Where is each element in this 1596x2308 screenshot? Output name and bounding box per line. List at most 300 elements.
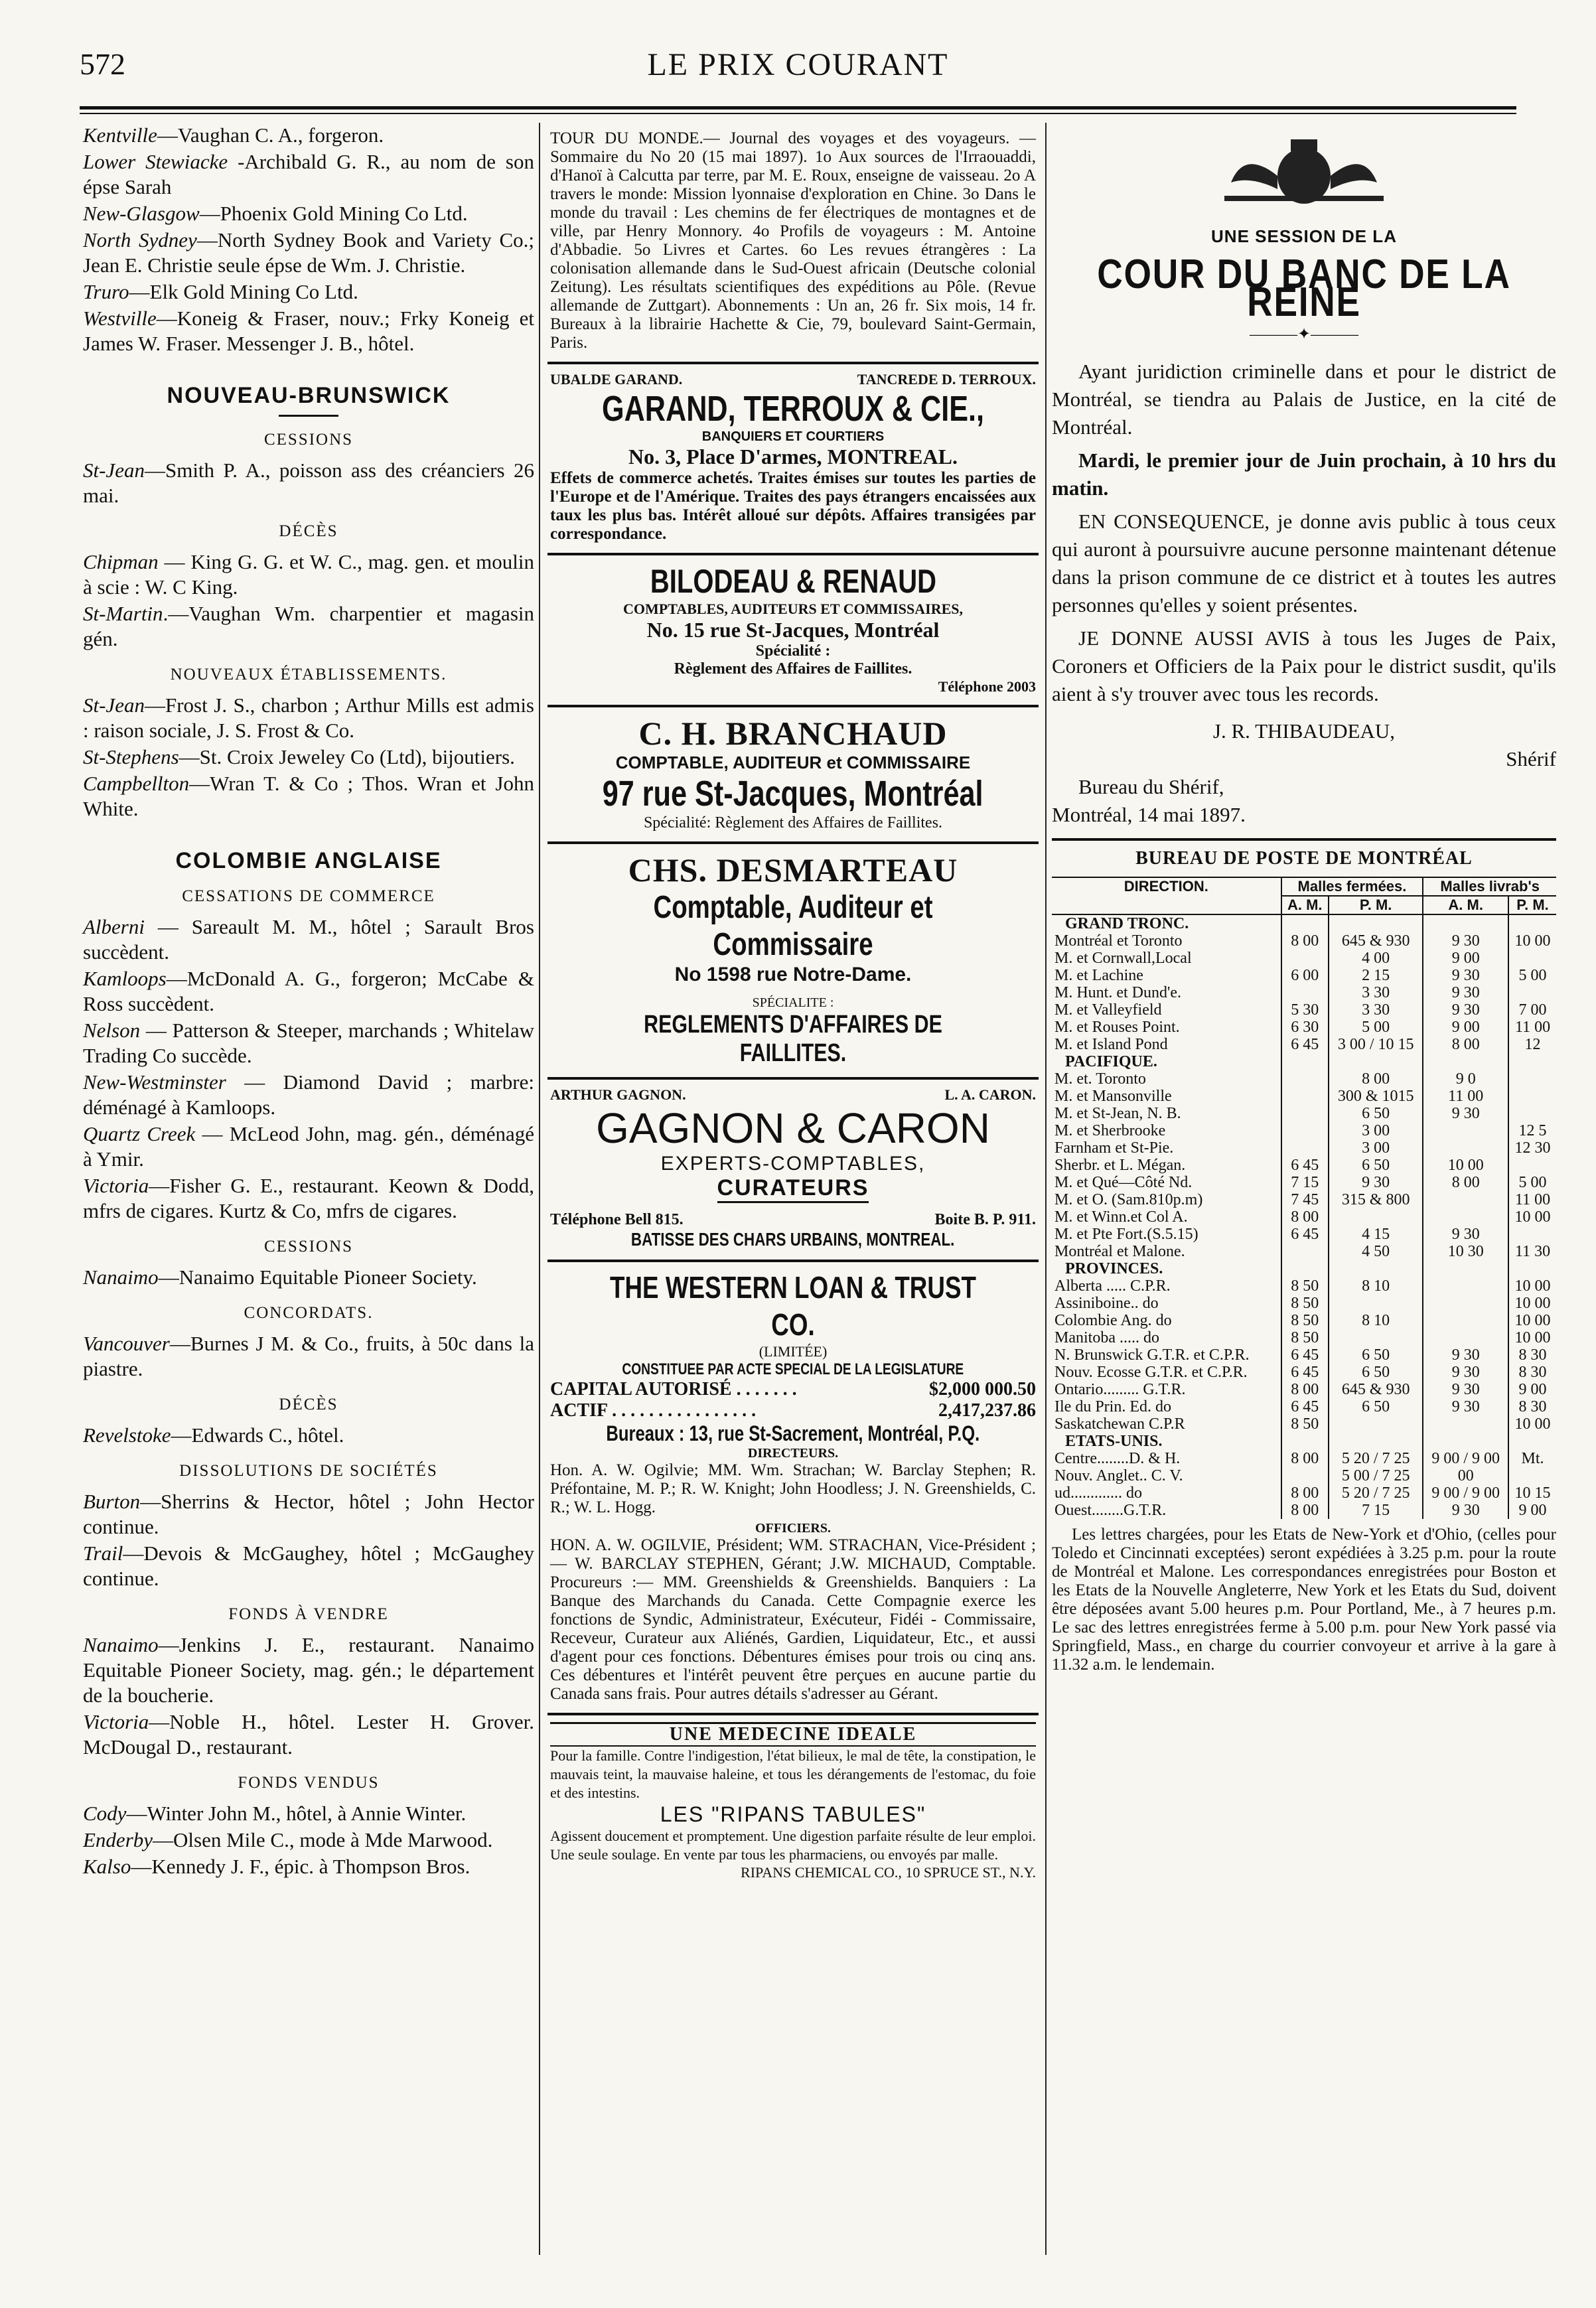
- list-item: [83, 1070, 534, 1120]
- list-item: [83, 1709, 534, 1760]
- list-item: [83, 1541, 534, 1591]
- ad-address: No. 15 rue St-Jacques, Montréal: [646, 618, 940, 642]
- royal-arms-emblem: [1218, 129, 1390, 209]
- list-item: [83, 306, 534, 356]
- table-row: [1052, 1226, 1556, 1243]
- table-cell-direction: Montréal et Toronto: [1052, 932, 1281, 950]
- table-cell: 7 45: [1281, 1191, 1329, 1208]
- place-name: Kalso: [83, 1855, 131, 1878]
- subhead: FONDS VENDUS: [238, 1774, 380, 1792]
- table-cell-direction: M. et Sherbrooke: [1052, 1122, 1281, 1139]
- list-item: [83, 601, 534, 652]
- table-cell: 8 00: [1281, 1208, 1329, 1226]
- entry-text: —Phoenix Gold Mining Co Ltd.: [199, 202, 468, 225]
- table-cell-direction: Alberta ..... C.P.R.: [1052, 1277, 1281, 1295]
- table-cell: 7 00: [1518, 1001, 1547, 1019]
- entry-text: —Fisher G. E., restaurant. Keown & Dodd, mfrs de cigares. Kurtz & Co, mfrs de cigares.: [83, 1174, 534, 1222]
- table-row: [1052, 1329, 1556, 1346]
- table-cell: 9 30: [1329, 1174, 1423, 1191]
- table-group-label: PROVINCES.: [1052, 1260, 1281, 1277]
- entry-text: —Burnes J M. & Co., fruits, à 50c dans la piastre.: [83, 1332, 534, 1380]
- table-row: [1052, 1295, 1556, 1312]
- table-cell: [1281, 1070, 1329, 1088]
- table-cell-direction: M. et Valleyfield: [1052, 1001, 1281, 1019]
- ad-title: GAGNON & CARON: [596, 1104, 990, 1152]
- list-item: [83, 1854, 534, 1879]
- ad-company: RIPANS CHEMICAL CO., 10 SPRUCE ST., N.Y.: [741, 1864, 1036, 1881]
- ad-specialty-detail: REGLEMENTS D'AFFAIRES DE FAILLITES.: [644, 1011, 942, 1067]
- place-name: New-Westminster: [83, 1070, 226, 1094]
- table-row: [1052, 1157, 1556, 1174]
- table-cell: [1329, 1329, 1423, 1346]
- table-cell: [1281, 1139, 1329, 1157]
- table-cell: 7 15: [1281, 1174, 1329, 1191]
- entry-list: [83, 914, 534, 1224]
- table-cell: [1423, 1053, 1508, 1070]
- table-row: [1052, 1243, 1556, 1260]
- table-row: [1052, 1260, 1556, 1277]
- table-cell: 8 00: [1281, 1502, 1329, 1519]
- signature-date: Montréal, 14 mai 1897.: [1052, 803, 1246, 826]
- list-item: [83, 1801, 534, 1826]
- table-cell: [1329, 1295, 1423, 1312]
- entry-text: —Edwards C., hôtel.: [171, 1423, 344, 1447]
- table-cell: Mt.: [1521, 1450, 1544, 1467]
- page-header: [40, 46, 1556, 93]
- table-cell: [1508, 914, 1556, 932]
- list-item: [83, 1489, 534, 1540]
- table-cell: 3 30: [1329, 1001, 1423, 1019]
- table-cell: 645 & 930: [1329, 1381, 1423, 1398]
- table-cell: 12: [1524, 1036, 1541, 1053]
- table-cell: [1508, 1157, 1556, 1174]
- table-cell: 6 50: [1329, 1364, 1423, 1381]
- entry-list: [83, 1423, 534, 1448]
- column-middle: [547, 123, 1039, 1891]
- table-cell: 11 00: [1514, 1191, 1551, 1208]
- table-cell-direction: Saskatchewan C.P.R: [1052, 1415, 1281, 1433]
- table-cell-direction: M. et O. (Sam.810p.m): [1052, 1191, 1281, 1208]
- column-right: [1052, 123, 1556, 1674]
- table-cell: 6 30: [1281, 1019, 1329, 1036]
- ad-address: 97 rue St-Jacques, Montréal: [603, 774, 983, 814]
- table-cell: 8 30: [1518, 1398, 1547, 1415]
- table-cell: [1508, 1088, 1556, 1105]
- subhead: FONDS À VENDRE: [228, 1605, 389, 1623]
- signature-name: J. R. THIBAUDEAU,: [1212, 719, 1396, 743]
- entry-text: —Winter John M., hôtel, à Annie Winter.: [126, 1802, 467, 1825]
- col-header-direction: DIRECTION.: [1052, 878, 1281, 914]
- entry-list: [83, 1632, 534, 1760]
- place-name: Nanaimo: [83, 1633, 159, 1656]
- subhead: CESSIONS: [263, 431, 354, 449]
- table-cell: 9 30: [1423, 967, 1508, 984]
- table-cell: [1329, 1260, 1423, 1277]
- subhead: DISSOLUTIONS DE SOCIÉTÉS: [179, 1462, 438, 1480]
- table-row: [1052, 1277, 1556, 1295]
- table-cell: 11 00: [1514, 1019, 1551, 1036]
- partner-name: L. A. CARON.: [944, 1086, 1036, 1103]
- table-cell: 6 45: [1281, 1398, 1329, 1415]
- table-cell: 9 00: [1518, 1381, 1547, 1398]
- table-cell: [1508, 1260, 1556, 1277]
- entry-text: —Wran T. & Co ; Thos. Wran et John White.: [83, 772, 534, 820]
- ad-officers: HON. A. W. OGILVIE, Président; WM. STRACHAN, Vice-Président ; — W. BARCLAY STEPHEN, Gérant; J.W. MICHAUD, Comptable. Procureurs :— MM. Greenshields & Greenshields. Banquiers : La Banque des Marchands du Canada. Cette Compagnie exerce les fonctions de Syndic, Administrateur, Exécuteur, Fidéi - Commissaire, Receveur, Curateur aux Aliénés, Gardien, Liquidateur, Etc., et aussi d'agent pour ces fonctions. Débentures émises pour trois ou cinq ans. Ces débentures et l'intérêt peuvent être perçues en aucune partie du Canada sans frais. Pour autres détails s'adresser au Gérant.: [550, 1536, 1036, 1703]
- ad-limited: (LIMITÉE): [759, 1343, 828, 1360]
- list-item: [83, 1265, 534, 1290]
- col-header-am: A. M.: [1423, 896, 1508, 914]
- ad-phone: Téléphone 2003: [938, 678, 1036, 695]
- table-row: [1052, 932, 1556, 950]
- table-cell: [1281, 950, 1329, 967]
- place-name: Nanaimo: [83, 1265, 159, 1289]
- table-cell: [1423, 1295, 1508, 1312]
- table-cell: 10 00: [1514, 1312, 1551, 1329]
- signature-office: Bureau du Shérif,: [1078, 775, 1224, 798]
- table-cell: 9 30: [1423, 1226, 1508, 1243]
- ad-title: UNE MEDECINE IDEALE: [550, 1722, 1036, 1747]
- table-cell: 8 10: [1329, 1277, 1423, 1295]
- table-cell: 8 30: [1518, 1346, 1547, 1364]
- table-cell: [1508, 950, 1556, 967]
- signature-title: Shérif: [1506, 747, 1556, 770]
- place-name: Kamloops: [83, 967, 167, 990]
- partner-name: TANCREDE D. TERROUX.: [857, 371, 1036, 388]
- header-rule-thin: [80, 113, 1516, 114]
- table-row: [1052, 1036, 1556, 1053]
- place-name: Burton: [83, 1490, 141, 1513]
- ad-subtitle-2: CURATEURS: [717, 1175, 869, 1203]
- table-cell: [1508, 1070, 1556, 1088]
- header-rule: [80, 106, 1516, 109]
- table-cell: [1508, 1053, 1556, 1070]
- table-cell: 8 00: [1281, 1484, 1329, 1502]
- table-row: [1052, 1053, 1556, 1070]
- table-cell-direction: Montréal et Malone.: [1052, 1243, 1281, 1260]
- table-cell: 10 00: [1423, 1157, 1508, 1174]
- table-cell: [1423, 1329, 1508, 1346]
- assets-value: 2,417,237.86: [938, 1400, 1036, 1421]
- table-row: [1052, 1381, 1556, 1398]
- table-cell: 9 00: [1423, 1019, 1508, 1036]
- place-name: Kentville: [83, 123, 157, 147]
- table-cell: 8 00: [1281, 1450, 1329, 1467]
- place-name: St-Jean: [83, 693, 145, 717]
- post-office-note: Les lettres chargées, pour les Etats de New-York et d'Ohio, (celles pour Toledo et Cincinnati exceptées) seront expédiées à 3.25 p.m. pour la route de Montréal et Malone. Les correspondances enregistrées pour Boston et les Etats de la Nouvelle Angleterre, New York et les Etats du Sud, doivent être déposées avant 5.00 heures p.m. Pour Portland, Me., à 7 heures p.m. Le sac des lettres enregistrées ferme à 5.00 p.m. pour New York passé via Springfield, Mass., en charge du courrier convoyeur et arrive à la gare à 11.32 a.m. le lendemain.: [1052, 1526, 1556, 1674]
- section-title-nb: NOUVEAU-BRUNSWICK: [167, 383, 451, 408]
- table-cell: 6 50: [1329, 1105, 1423, 1122]
- table-cell: [1329, 1053, 1423, 1070]
- table-cell: 315 & 800: [1329, 1191, 1423, 1208]
- table-cell-direction: M. et Pte Fort.(S.5.15): [1052, 1226, 1281, 1243]
- entry-text: — Sareault M. M., hôtel ; Sarault Bros succèdent.: [83, 915, 534, 964]
- table-cell: 5 00: [1329, 1019, 1423, 1036]
- table-row: [1052, 1122, 1556, 1139]
- place-name: Alberni: [83, 915, 145, 938]
- ad-specialty: Spécialité: Règlement des Affaires de Faillites.: [643, 814, 943, 831]
- table-row: [1052, 1070, 1556, 1088]
- table-cell: 5 20 / 7 25: [1329, 1484, 1423, 1502]
- capital-label: CAPITAL AUTORISÉ . . . . . . .: [550, 1379, 797, 1400]
- place-name: Westville: [83, 307, 157, 330]
- ad-subtitle: EXPERTS-COMPTABLES,: [660, 1153, 926, 1175]
- table-cell: 6 50: [1329, 1398, 1423, 1415]
- ad-subtitle: BANQUIERS ET COURTIERS: [701, 429, 885, 444]
- ad-subtitle: COMPTABLES, AUDITEURS ET COMMISSAIRES,: [622, 601, 963, 617]
- ad-body-2: Agissent doucement et promptement. Une digestion parfaite résulte de leur emploi. Une seule soulage. En vente par tous les pharmaciens, ou envoyés par malle.: [550, 1828, 1036, 1863]
- table-cell-direction: ud............. do: [1052, 1484, 1281, 1502]
- table-row: [1052, 1450, 1556, 1467]
- ad-product: LES "RIPANS TABULES": [660, 1802, 926, 1826]
- place-name: Enderby: [83, 1828, 153, 1851]
- table-cell-direction: M. et Island Pond: [1052, 1036, 1281, 1053]
- list-item: [83, 279, 534, 305]
- ad-specialty: SPÉCIALITE :: [752, 995, 834, 1010]
- table-cell: 8 50: [1281, 1312, 1329, 1329]
- entry-text: —Koneig & Fraser, nouv.; Frky Koneig et James W. Fraser. Messenger J. B., hôtel.: [83, 307, 534, 355]
- table-cell: 9 00 / 9 00: [1423, 1484, 1508, 1502]
- session-label: UNE SESSION DE LA: [1211, 226, 1397, 246]
- ad-ripans: [547, 1715, 1039, 1891]
- table-cell: 8 00: [1423, 1036, 1508, 1053]
- table-cell: 4 00: [1329, 950, 1423, 967]
- table-cell: 9 30: [1423, 1105, 1508, 1122]
- table-row: [1052, 1346, 1556, 1364]
- ad-gagnon-caron: [547, 1080, 1039, 1262]
- ornament-icon: ———✦———: [1249, 326, 1359, 343]
- table-cell: [1281, 1467, 1329, 1484]
- list-item: [83, 228, 534, 278]
- table-cell: [1281, 1433, 1329, 1450]
- post-office-table: [1052, 878, 1556, 1519]
- table-cell-direction: Nouv. Anglet.. C. V.: [1052, 1467, 1281, 1484]
- ad-title: C. H. BRANCHAUD: [638, 715, 948, 752]
- list-item: [83, 1121, 534, 1172]
- table-cell-direction: M. et St-Jean, N. B.: [1052, 1105, 1281, 1122]
- table-cell: [1281, 914, 1329, 932]
- ad-title: GARAND, TERROUX & CIE.,: [601, 389, 985, 429]
- table-cell: 10 00: [1514, 1277, 1551, 1295]
- ad-western-loan: [547, 1262, 1039, 1715]
- court-title: COUR DU BANC DE LA REINE: [1097, 252, 1511, 325]
- table-cell: 10 00: [1514, 1295, 1551, 1312]
- notice-paragraph: Ayant juridiction criminelle dans et pour le district de Montréal, se tiendra au Palais de Justice, en la cité de Montréal.: [1052, 360, 1556, 439]
- table-cell: [1329, 914, 1423, 932]
- place-name: Chipman: [83, 550, 159, 573]
- table-cell: 6 45: [1281, 1226, 1329, 1243]
- table-cell: 6 45: [1281, 1364, 1329, 1381]
- entry-text: —Olsen Mile C., mode à Mde Marwood.: [153, 1828, 493, 1851]
- list-item: [83, 458, 534, 508]
- entry-text: —Vaughan C. A., forgeron.: [157, 123, 384, 147]
- subhead: NOUVEAUX ÉTABLISSEMENTS.: [170, 666, 447, 684]
- table-cell-direction: Sherbr. et L. Mégan.: [1052, 1157, 1281, 1174]
- table-cell-direction: M. et Mansonville: [1052, 1088, 1281, 1105]
- entry-text: —Sherrins & Hector, hôtel ; John Hector continue.: [83, 1490, 534, 1538]
- table-cell: [1423, 1260, 1508, 1277]
- table-cell: 5 00 / 7 25: [1329, 1467, 1423, 1484]
- place-name: Cody: [83, 1802, 127, 1825]
- table-cell: 11 00: [1423, 1088, 1508, 1105]
- list-item: [83, 1018, 534, 1068]
- table-cell-direction: M. et Rouses Point.: [1052, 1019, 1281, 1036]
- table-cell: 3 30: [1329, 984, 1423, 1001]
- ad-specialty: Spécialité :: [755, 642, 831, 660]
- table-cell: [1423, 1312, 1508, 1329]
- table-row: [1052, 914, 1556, 932]
- table-cell: [1508, 984, 1556, 1001]
- table-cell: 6 45: [1281, 1346, 1329, 1364]
- table-cell: [1423, 1122, 1508, 1139]
- table-cell: 5 30: [1281, 1001, 1329, 1019]
- ad-box: Boite B. P. 911.: [934, 1211, 1036, 1228]
- place-name: Truro: [83, 280, 129, 303]
- capital-value: $2,000 000.50: [929, 1379, 1036, 1400]
- table-cell: [1508, 1105, 1556, 1122]
- entry-text: —Elk Gold Mining Co Ltd.: [129, 280, 358, 303]
- table-cell: 3 00: [1329, 1122, 1423, 1139]
- table-row: [1052, 1398, 1556, 1415]
- list-item: [83, 549, 534, 600]
- entry-text: — Diamond David ; marbre: déménagé à Kamloops.: [83, 1070, 534, 1119]
- table-cell: 10 00: [1514, 932, 1551, 950]
- table-cell: [1281, 984, 1329, 1001]
- ad-address: BATISSE DES CHARS URBAINS, MONTREAL.: [631, 1229, 955, 1250]
- list-item: [83, 1423, 534, 1448]
- list-item: [83, 1632, 534, 1708]
- table-row: [1052, 1174, 1556, 1191]
- entry-text: — McLeod John, mag. gén., déménagé à Ymir.: [83, 1122, 534, 1171]
- intro-list: [83, 123, 534, 356]
- entry-text: -Archibald G. R., au nom de son épse Sarah: [83, 150, 534, 198]
- table-row: [1052, 1433, 1556, 1450]
- entry-text: —Devois & McGaughey, hôtel ; McGaughey continue.: [83, 1542, 534, 1590]
- table-cell: [1281, 1053, 1329, 1070]
- table-cell: 10 00: [1514, 1415, 1551, 1433]
- entry-list: [83, 1265, 534, 1290]
- place-name: Trail: [83, 1542, 123, 1565]
- subhead: DÉCÈS: [279, 1396, 338, 1413]
- table-cell: [1423, 1433, 1508, 1450]
- ad-directors: Hon. A. W. Ogilvie; MM. Wm. Strachan; W. Barclay Stephen; R. Préfontaine, M. P.; R. W. Knight; John Hoodless; J. N. Greenshields, C. R.; W. L. Hogg.: [550, 1461, 1036, 1516]
- table-cell: 8 10: [1329, 1312, 1423, 1329]
- table-cell-direction: Ouest........G.T.R.: [1052, 1502, 1281, 1519]
- table-cell-direction: M. et Lachine: [1052, 967, 1281, 984]
- table-cell: [1329, 1433, 1423, 1450]
- table-row: [1052, 1467, 1556, 1484]
- place-name: Lower Stewiacke: [83, 150, 228, 173]
- assets-label: ACTIF . . . . . . . . . . . . . . . .: [550, 1400, 757, 1421]
- table-cell: 6 50: [1329, 1346, 1423, 1364]
- entry-text: .—Vaughan Wm. charpentier et magasin gén.: [83, 602, 534, 650]
- list-item: [83, 745, 534, 770]
- list-item: [83, 771, 534, 822]
- table-cell: 6 45: [1281, 1036, 1329, 1053]
- table-cell: 9 0: [1423, 1070, 1508, 1088]
- table-cell: [1423, 1277, 1508, 1295]
- place-name: Victoria: [83, 1174, 149, 1197]
- place-name: Vancouver: [83, 1332, 170, 1355]
- entry-list: [83, 1801, 534, 1879]
- divider: [279, 415, 338, 417]
- table-cell: [1281, 1122, 1329, 1139]
- ad-specialty-detail: Règlement des Affaires de Faillites.: [674, 660, 912, 678]
- page-title: LE PRIX COURANT: [647, 47, 949, 82]
- entry-list: [83, 693, 534, 822]
- notice-paragraph: EN CONSEQUENCE, je donne avis public à tous ceux qui auront à poursuivre aucune personne maintenant détenue dans la prison commune de ce district et à toutes les autres personnes qu'elles y soient présentes.: [1052, 510, 1556, 616]
- table-cell: 3 00: [1329, 1139, 1423, 1157]
- table-cell: 645 & 930: [1329, 932, 1423, 950]
- ad-body: Effets de commerce achetés. Traites émises sur toutes les parties de l'Europe et de l'Amérique. Traites des pays étrangers encaissées aux taux les plus bas. Intérêt alloué sur dépôts. Affaires transigées par correspondance.: [550, 469, 1036, 543]
- ad-bilodeau: [547, 555, 1039, 707]
- list-item: [83, 201, 534, 226]
- table-cell-direction: N. Brunswick G.T.R. et C.P.R.: [1052, 1346, 1281, 1364]
- entry-list: [83, 549, 534, 652]
- table-cell-direction: Manitoba ..... do: [1052, 1329, 1281, 1346]
- column-left: [83, 123, 534, 1881]
- table-cell: 8 00: [1423, 1174, 1508, 1191]
- table-cell: [1508, 1433, 1556, 1450]
- table-cell: 9 00: [1518, 1502, 1547, 1519]
- ad-subtitle: Comptable, Auditeur et Commissaire: [653, 890, 933, 962]
- table-cell: 5 00: [1518, 967, 1547, 984]
- table-cell: 8 50: [1281, 1277, 1329, 1295]
- list-item: [83, 966, 534, 1017]
- table-cell: 9 30: [1423, 1364, 1508, 1381]
- place-name: North Sydney: [83, 228, 197, 252]
- table-cell: 9 30: [1423, 1346, 1508, 1364]
- entry-text: —St. Croix Jeweley Co (Ltd), bijoutiers.: [179, 745, 515, 768]
- table-row: [1052, 1088, 1556, 1105]
- table-cell-direction: M. et. Toronto: [1052, 1070, 1281, 1088]
- table-cell: 5 00: [1518, 1174, 1547, 1191]
- col-header-delivered: Malles livrab's: [1423, 878, 1556, 896]
- notice-date: Mardi, le premier jour de Juin prochain, à 10 hrs du matin.: [1052, 449, 1556, 500]
- table-cell: 9 30: [1423, 932, 1508, 950]
- entry-text: —Kennedy J. F., épic. à Thompson Bros.: [131, 1855, 471, 1878]
- col-header-pm: P. M.: [1329, 896, 1423, 914]
- table-cell: 8 50: [1281, 1415, 1329, 1433]
- ad-address: Bureaux : 13, rue St-Sacrement, Montréal, P.Q.: [606, 1421, 980, 1445]
- entry-text: —Nanaimo Equitable Pioneer Society.: [158, 1265, 477, 1289]
- subhead: CESSIONS: [263, 1238, 354, 1256]
- entry-text: —Jenkins J. E., restaurant. Nanaimo Equitable Pioneer Society, mag. gén.; le département de la boucherie.: [83, 1633, 534, 1707]
- table-cell: 3 00 / 10 15: [1329, 1036, 1423, 1053]
- col-header-closed: Malles fermées.: [1281, 878, 1423, 896]
- entry-text: — Patterson & Steeper, marchands ; Whitelaw Trading Co succède.: [83, 1019, 534, 1067]
- table-row: [1052, 1502, 1556, 1519]
- table-row: [1052, 1001, 1556, 1019]
- place-name: Campbellton: [83, 772, 190, 795]
- table-cell: 9 30: [1423, 1398, 1508, 1415]
- table-row: [1052, 1312, 1556, 1329]
- table-cell-direction: M. et Winn.et Col A.: [1052, 1208, 1281, 1226]
- table-cell: [1508, 1226, 1556, 1243]
- table-cell: 10 15: [1514, 1484, 1551, 1502]
- table-cell-direction: M. Hunt. et Dund'e.: [1052, 984, 1281, 1001]
- tour-du-monde-notice: [547, 123, 1039, 364]
- list-item: [83, 1828, 534, 1853]
- table-cell: [1423, 1208, 1508, 1226]
- col-header-pm: P. M.: [1508, 896, 1556, 914]
- table-row: [1052, 1139, 1556, 1157]
- list-item: [83, 1331, 534, 1382]
- table-cell: 300 & 1015: [1329, 1088, 1423, 1105]
- table-row: [1052, 950, 1556, 967]
- table-cell: 9 30: [1423, 984, 1508, 1001]
- table-cell-direction: Assiniboine.. do: [1052, 1295, 1281, 1312]
- ad-directors-head: DIRECTEURS.: [747, 1446, 839, 1461]
